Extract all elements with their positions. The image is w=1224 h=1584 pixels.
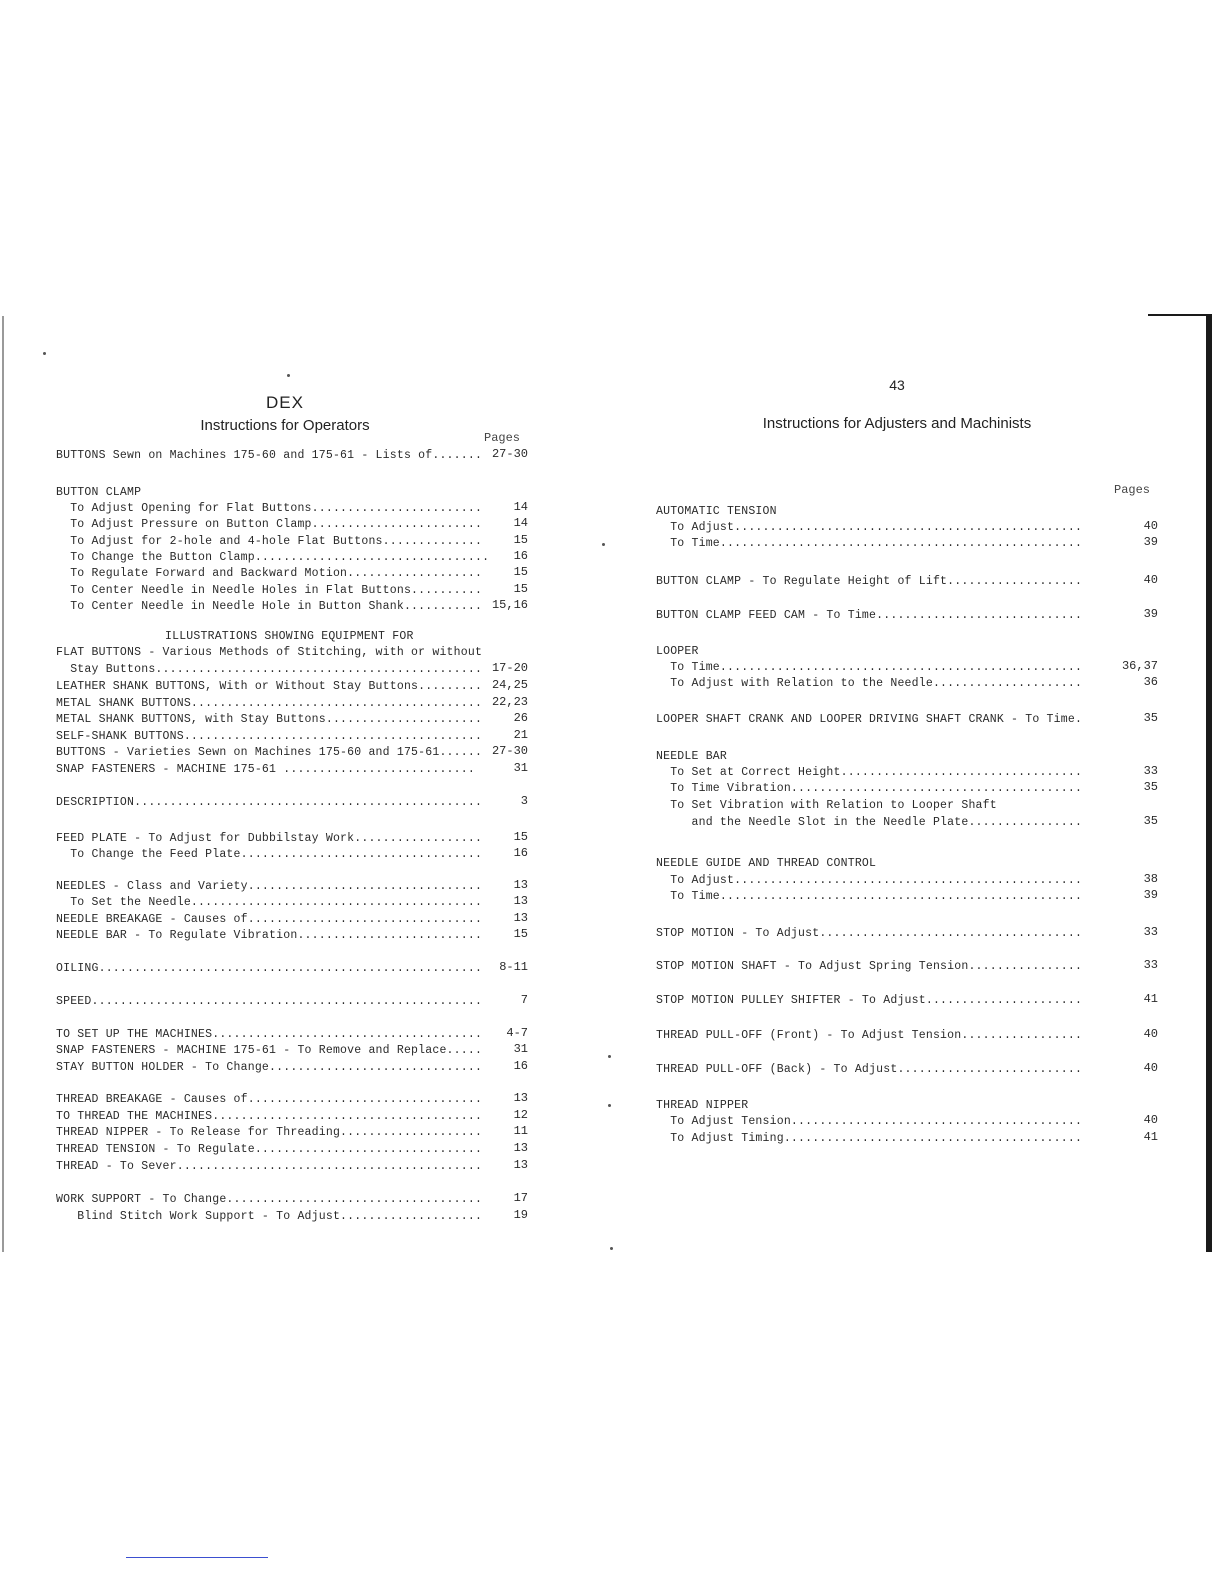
operators-entry-text: NEEDLE BREAKAGE - Causes of.................................	[56, 913, 483, 926]
operators-entry-text: To Regulate Forward and Backward Motion...................	[56, 567, 483, 580]
operators-entry-text: THREAD TENSION - To Regulate................................	[56, 1143, 483, 1156]
adjusters-entry-text: STOP MOTION - To Adjust.....................................	[656, 927, 1083, 940]
adjusters-entry-page: 35	[1143, 814, 1158, 828]
operators-entry-page: 12	[513, 1108, 528, 1122]
operators-entry-text: OILING......................................................	[56, 962, 483, 975]
adjusters-entry-page: 40	[1143, 519, 1158, 533]
operators-entry-text: NEEDLES - Class and Variety.................................	[56, 880, 483, 893]
adjusters-entry-text: To Set Vibration with Relation to Looper Shaft	[656, 799, 997, 812]
operators-entry-page: 16	[513, 846, 528, 860]
operators-entry-page: 13	[513, 1158, 528, 1172]
operators-entry-text: To Center Needle in Needle Holes in Flat Buttons..........	[56, 584, 483, 597]
operators-entry-text: SPEED.......................................................	[56, 995, 483, 1008]
operators-section-title: Instructions for Operators	[200, 417, 370, 434]
operators-entry-page: 14	[513, 516, 528, 530]
scan-blue-mark	[126, 1557, 268, 1558]
adjusters-entry-text: STOP MOTION PULLEY SHIFTER - To Adjust......................	[656, 994, 1083, 1007]
operators-entry-page: 19	[513, 1208, 528, 1222]
operators-entry-text: To Change the Feed Plate..................................	[56, 848, 483, 861]
scan-speck	[608, 1104, 611, 1107]
adjusters-entry-page: 39	[1143, 535, 1158, 549]
scan-speck	[610, 1247, 613, 1250]
operators-entry-page: 13	[513, 894, 528, 908]
operators-entry-text: SNAP FASTENERS - MACHINE 175-61 - To Remove and Replace.....	[56, 1044, 483, 1057]
adjusters-entry-page: 40	[1143, 1113, 1158, 1127]
scan-speck	[602, 543, 605, 546]
operators-entry-text: To Adjust Opening for Flat Buttons........................	[56, 502, 483, 515]
adjusters-entry-page: 35	[1143, 780, 1158, 794]
adjusters-entry-page: 33	[1143, 764, 1158, 778]
operators-entry-text: STAY BUTTON HOLDER - To Change..............................	[56, 1061, 483, 1074]
operators-entry-page: 15	[513, 533, 528, 547]
operators-entry-text: To Adjust for 2-hole and 4-hole Flat Buttons..............	[56, 535, 483, 548]
operators-entry-text: THREAD - To Sever...........................................	[56, 1160, 483, 1173]
adjusters-entry-page: 41	[1143, 1130, 1158, 1144]
operators-entry-text: SELF-SHANK BUTTONS..........................................	[56, 730, 483, 743]
adjusters-entry-page: 40	[1143, 1061, 1158, 1075]
adjusters-entry-text: THREAD NIPPER	[656, 1099, 749, 1112]
operators-entry-text: TO THREAD THE MACHINES......................................	[56, 1110, 483, 1123]
adjusters-entry-page: 36	[1143, 675, 1158, 689]
operators-entry-page: 11	[513, 1124, 528, 1138]
operators-entry-page: 22,23	[491, 695, 528, 709]
operators-entry-text: FEED PLATE - To Adjust for Dubbilstay Work..................	[56, 832, 483, 845]
operators-entry-page: 15,16	[491, 598, 528, 612]
adjusters-entry-text: To Time...................................................	[656, 890, 1083, 903]
adjusters-entry-page: 33	[1143, 925, 1158, 939]
left-pages-label: Pages	[484, 431, 521, 445]
operators-entry-page: 16	[513, 549, 528, 563]
adjusters-entry-page: 39	[1143, 607, 1158, 621]
adjusters-entry-text: BUTTON CLAMP FEED CAM - To Time.............................	[656, 609, 1083, 622]
operators-entry-page: 21	[513, 728, 528, 742]
operators-entry-page: 15	[513, 565, 528, 579]
adjusters-entry-text: To Time Vibration.........................................	[656, 782, 1083, 795]
operators-entry-page: 4-7	[506, 1026, 528, 1040]
adjusters-entry-page: 33	[1143, 958, 1158, 972]
adjusters-entry-page: 36,37	[1121, 659, 1158, 673]
right-pages-label: Pages	[1114, 483, 1151, 497]
operators-entry-page: 16	[513, 1059, 528, 1073]
operators-entry-text: METAL SHANK BUTTONS.........................................	[56, 697, 483, 710]
left-page	[0, 0, 600, 1584]
operators-entry-page: 13	[513, 878, 528, 892]
adjusters-entry-text: THREAD PULL-OFF (Back) - To Adjust..........................	[656, 1063, 1083, 1076]
operators-entry-text: To Adjust Pressure on Button Clamp........................	[56, 518, 483, 531]
operators-entry-text: ILLUSTRATIONS SHOWING EQUIPMENT FOR	[165, 630, 414, 643]
page-number: 43	[889, 377, 905, 393]
operators-entry-text: TO SET UP THE MACHINES......................................	[56, 1028, 483, 1041]
operators-entry-page: 31	[513, 1042, 528, 1056]
operators-entry-text: THREAD NIPPER - To Release for Threading....................	[56, 1126, 483, 1139]
adjusters-entry-text: NEEDLE BAR	[656, 750, 728, 763]
operators-entry-page: 3	[520, 794, 528, 808]
scan-speck	[608, 1055, 611, 1058]
adjusters-entry-text: To Time...................................................	[656, 537, 1083, 550]
right-page-corner	[1148, 314, 1212, 316]
adjusters-entry-text: To Adjust with Relation to the Needle.....................	[656, 677, 1083, 690]
operators-entry-page: 8-11	[499, 960, 528, 974]
operators-entry-text: WORK SUPPORT - To Change....................................	[56, 1193, 483, 1206]
scan-speck	[43, 352, 46, 355]
adjusters-entry-text: LOOPER	[656, 645, 699, 658]
adjusters-entry-text: and the Needle Slot in the Needle Plate................	[656, 816, 1083, 829]
operators-entry-page: 15	[513, 830, 528, 844]
adjusters-entry-text: To Adjust Tension.........................................	[656, 1115, 1083, 1128]
operators-entry-page: 24,25	[491, 678, 528, 692]
operators-entry-page: 27-30	[491, 744, 528, 758]
operators-entry-page: 31	[513, 761, 528, 775]
left-page-edge	[2, 316, 4, 1252]
operators-entry-text: To Center Needle in Needle Hole in Button Shank...........	[56, 600, 483, 613]
adjusters-entry-text: To Adjust.................................................	[656, 521, 1083, 534]
adjusters-entry-page: 40	[1143, 1027, 1158, 1041]
adjusters-section-title: Instructions for Adjusters and Machinists	[762, 415, 1032, 432]
operators-entry-text: DESCRIPTION.................................................	[56, 796, 483, 809]
operators-entry-text: Blind Stitch Work Support - To Adjust....................	[56, 1210, 483, 1223]
operators-entry-text: BUTTON CLAMP	[56, 486, 142, 499]
operators-entry-page: 15	[513, 582, 528, 596]
adjusters-entry-text: To Time...................................................	[656, 661, 1083, 674]
operators-entry-text: FLAT BUTTONS - Various Methods of Stitching, with or without	[56, 646, 483, 659]
operators-entry-text: BUTTONS - Varieties Sewn on Machines 175-60 and 175-61......	[56, 746, 483, 759]
operators-entry-text: To Change the Button Clamp.................................	[56, 551, 490, 564]
operators-entry-text: NEEDLE BAR - To Regulate Vibration..........................	[56, 929, 483, 942]
operators-entry-text: Stay Buttons..............................................	[56, 663, 483, 676]
adjusters-entry-text: To Adjust.................................................	[656, 874, 1083, 887]
operators-entry-text: BUTTONS Sewn on Machines 175-60 and 175-61 - Lists of.......	[56, 449, 483, 462]
operators-entry-page: 13	[513, 1141, 528, 1155]
scan-speck	[287, 374, 290, 377]
operators-entry-page: 26	[513, 711, 528, 725]
adjusters-entry-text: NEEDLE GUIDE AND THREAD CONTROL	[656, 857, 877, 870]
operators-entry-text: LEATHER SHANK BUTTONS, With or Without Stay Buttons.........	[56, 680, 483, 693]
adjusters-entry-text: STOP MOTION SHAFT - To Adjust Spring Tension................	[656, 960, 1083, 973]
adjusters-entry-page: 41	[1143, 992, 1158, 1006]
adjusters-entry-text: AUTOMATIC TENSION	[656, 505, 777, 518]
index-title: DEX	[266, 393, 304, 412]
operators-entry-text: METAL SHANK BUTTONS, with Stay Buttons......................	[56, 713, 483, 726]
operators-entry-page: 17	[513, 1191, 528, 1205]
operators-entry-page: 13	[513, 1091, 528, 1105]
adjusters-entry-text: To Adjust Timing..........................................	[656, 1132, 1083, 1145]
operators-entry-page: 13	[513, 911, 528, 925]
adjusters-entry-text: THREAD PULL-OFF (Front) - To Adjust Tension.................	[656, 1029, 1083, 1042]
operators-entry-page: 27-30	[491, 447, 528, 461]
operators-entry-page: 17-20	[491, 661, 528, 675]
right-page-edge	[1206, 316, 1212, 1252]
operators-entry-text: To Set the Needle.........................................	[56, 896, 483, 909]
adjusters-entry-text: LOOPER SHAFT CRANK AND LOOPER DRIVING SHAFT CRANK - To Time.	[656, 713, 1083, 726]
adjusters-entry-page: 40	[1143, 573, 1158, 587]
operators-entry-text: SNAP FASTENERS - MACHINE 175-61 ...........................	[56, 763, 475, 776]
adjusters-entry-text: To Set at Correct Height..................................	[656, 766, 1083, 779]
operators-entry-page: 14	[513, 500, 528, 514]
operators-entry-page: 7	[520, 993, 528, 1007]
operators-entry-text: THREAD BREAKAGE - Causes of.................................	[56, 1093, 483, 1106]
adjusters-entry-page: 38	[1143, 872, 1158, 886]
operators-entry-page: 15	[513, 927, 528, 941]
adjusters-entry-text: BUTTON CLAMP - To Regulate Height of Lift...................	[656, 575, 1083, 588]
adjusters-entry-page: 39	[1143, 888, 1158, 902]
adjusters-entry-page: 35	[1143, 711, 1158, 725]
